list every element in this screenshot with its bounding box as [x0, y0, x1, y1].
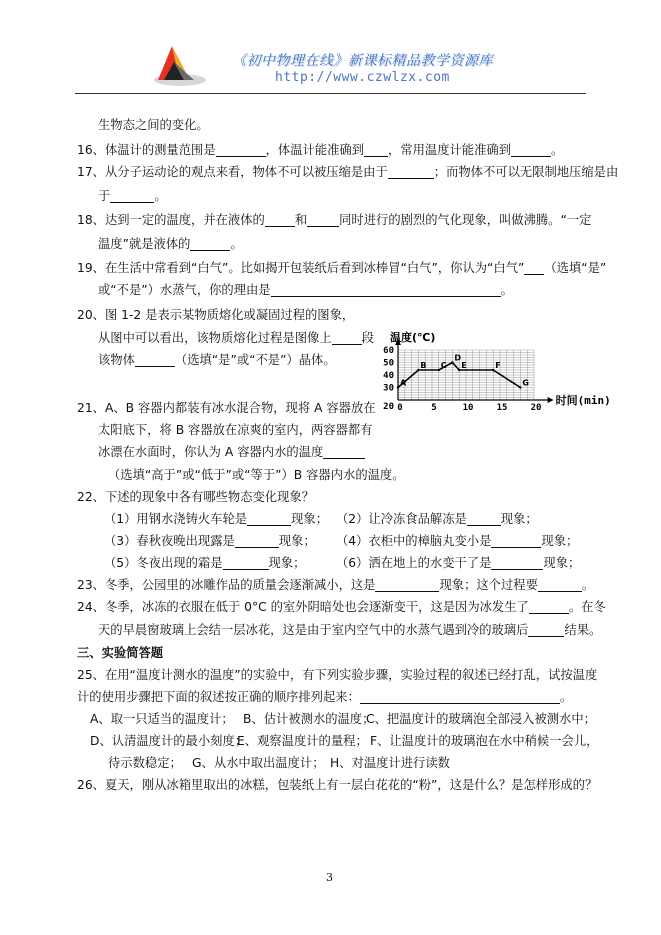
curve-point [417, 369, 419, 371]
answer-blank[interactable] [332, 331, 362, 345]
question-25-step-f: F、让温度计的玻璃泡在水中稍候一会儿， [370, 734, 599, 748]
curve-point-label: C [440, 361, 447, 370]
page-header [0, 0, 661, 95]
question-20-cont2: 该物体 （选填“是”或“不是”）晶体。 [98, 353, 336, 367]
question-18: 18、达到一定的温度，并在液体的 和 同时进行的剧烈的气化现象，叫做沸腾。“一定 [77, 213, 592, 227]
x-tick-label: 5 [431, 403, 437, 413]
answer-blank[interactable] [375, 578, 439, 592]
x-tick-label: 15 [496, 403, 508, 413]
x-axis-arrow-icon [548, 397, 554, 403]
y-tick-label: 30 [383, 383, 394, 394]
answer-blank[interactable] [524, 261, 544, 275]
header-divider [75, 93, 586, 94]
question-25-step-f-cont: 待示数稳定； [108, 756, 182, 770]
question-22: 22、下述的现象中各有哪些物态变化现象？ [77, 490, 314, 504]
answer-blank[interactable] [323, 445, 365, 459]
answer-blank[interactable] [110, 189, 154, 203]
answer-blank[interactable] [247, 512, 291, 526]
question-22-item-5: （5）冬夜出现的霜是 现象； [104, 556, 306, 570]
question-20-cont: 从图中可以看出，该物质熔化过程是图像上 段 [98, 331, 374, 345]
y-tick-label: 20 [383, 402, 394, 412]
curve-point [458, 369, 460, 371]
answer-blank[interactable] [360, 690, 560, 704]
x-tick-label: 20 [530, 403, 542, 413]
question-21-cont: 太阳底下，将 B 容器放在凉爽的室内，两容器都有 [98, 423, 373, 437]
answer-blank[interactable] [467, 512, 501, 526]
question-25-step-c: C、把温度计的玻璃泡全部浸入被测水中； [366, 712, 596, 726]
x-tick-label: 10 [462, 403, 474, 413]
answer-blank[interactable] [529, 600, 569, 614]
question-25-step-d: D、认清温度计的最小刻度； [90, 734, 248, 748]
question-26: 26、夏天，刚从冰箱里取出的冰糕，包装纸上有一层白花花的“粉”，这是什么？是怎样形成的？ [77, 778, 598, 792]
question-21: 21、A、B 容器内都装有冰水混合物，现将 A 容器放在 [77, 401, 376, 415]
question-19: 19、在生活中常看到“白气”。比如揭开包装纸后看到冰棒冒“白气”，你认为“白气” （选填“是” [77, 261, 607, 275]
answer-blank[interactable] [271, 283, 501, 297]
curve-point [492, 369, 494, 371]
curve-point-label: B [420, 361, 427, 370]
melting-curve-chart [368, 305, 611, 413]
x-tick-label: 0 [397, 403, 403, 413]
text-line: 生物态之间的变化。 [98, 118, 209, 132]
answer-blank[interactable] [235, 534, 279, 548]
answer-blank[interactable] [216, 143, 266, 157]
question-25: 25、在用“温度计测水的温度”的实验中，有下列实验步骤，实验过程的叙述已经打乱，试按温度 [77, 668, 598, 682]
question-22-item-1: （1）用钢水浇铸火车轮是 现象； [104, 512, 328, 526]
question-22-item-3: （3）春秋夜晚出现露是 现象； [104, 534, 316, 548]
curve-point [519, 386, 521, 388]
question-24: 24、冬季，冰冻的衣服在低于 0°C 的室外阴暗处也会逐渐变干，这是因为冰发生了 。在冬 [77, 600, 606, 614]
question-22-item-6: （6）洒在地上的水变干了是 现象； [336, 556, 581, 570]
header-url: http://www.czwlzx.com [275, 70, 450, 85]
curve-point-label: E [461, 361, 467, 370]
answer-blank[interactable] [491, 556, 543, 570]
curve-point-label: D [454, 353, 462, 363]
question-25-step-g: G、从水中取出温度计； [192, 756, 325, 770]
curve-point [397, 386, 399, 388]
answer-blank[interactable] [265, 213, 295, 227]
question-18-cont: 温度”就是液体的 。 [98, 237, 243, 251]
page-number: 3 [326, 871, 333, 884]
question-23: 23、冬季，公园里的冰雕作品的质量会逐渐减小，这是 现象；这个过程要 。 [77, 578, 595, 592]
question-16: 16、体温计的测量范围是 ，体温计能准确到 ，常用温度计能准确到 。 [77, 143, 564, 157]
question-25-step-a: A、取一只适当的温度计； [90, 712, 234, 726]
y-axis-label: 温度(℃) [390, 331, 436, 344]
question-17-cont: 于 。 [98, 189, 167, 203]
site-logo-icon [150, 40, 210, 88]
header-title: 《初中物理在线》新课标精品教学资源库 [232, 53, 493, 69]
x-axis-label: 时间(min) [555, 394, 611, 407]
y-tick-label: 50 [383, 358, 394, 369]
answer-blank[interactable] [528, 623, 564, 637]
question-25-step-b: B、估计被测水的温度； [243, 712, 375, 726]
answer-blank[interactable] [491, 534, 541, 548]
curve-point-label: G [522, 378, 529, 388]
curve-point-label: F [495, 361, 501, 370]
y-tick-label: 40 [383, 371, 394, 381]
question-24-cont: 天的早晨窗玻璃上会结一层冰花，这是由于室内空气中的水蒸气遇到冷的玻璃后 结果。 [98, 623, 602, 637]
question-22-item-4: （4）衣柜中的樟脑丸变小是 现象； [336, 534, 579, 548]
answer-blank[interactable] [135, 353, 175, 367]
question-22-item-2: （2）让冷冻食品解冻是 现象； [336, 512, 538, 526]
answer-blank[interactable] [364, 143, 388, 157]
y-tick-label: 60 [383, 346, 394, 356]
answer-blank[interactable] [538, 578, 582, 592]
curve-point-label: A [400, 378, 407, 388]
question-21-cont2: 冰漂在水面时，你认为 A 容器内水的温度 [98, 444, 365, 460]
curve-point [451, 361, 453, 363]
answer-blank[interactable] [511, 143, 551, 157]
section-3-heading: 三、实验简答题 [77, 646, 164, 660]
question-21-cont3: （选填“高于”或“低于”或“等于”）B 容器内水的温度。 [108, 468, 405, 482]
question-25-step-e: E、观察温度计的量程； [237, 734, 368, 748]
answer-blank[interactable] [223, 556, 269, 570]
question-20: 20、图 1-2 是表示某物质熔化或凝固过程的图象， [77, 308, 355, 322]
answer-blank[interactable] [190, 237, 230, 251]
question-19-cont: 或“不是”）水蒸气，你的理由是 。 [98, 283, 513, 297]
curve-point [438, 369, 440, 371]
answer-blank[interactable] [388, 165, 434, 179]
question-25-step-h: H、对温度计进行读数 [330, 756, 450, 770]
answer-blank[interactable] [307, 213, 339, 227]
question-17: 17、从分子运动论的观点来看，物体不可以被压缩是由于 ；而物体不可以无限制地压缩是由 [77, 165, 619, 179]
question-25-cont: 计的使用步骤把下面的叙述按正确的顺序排列起来： 。 [77, 690, 573, 704]
